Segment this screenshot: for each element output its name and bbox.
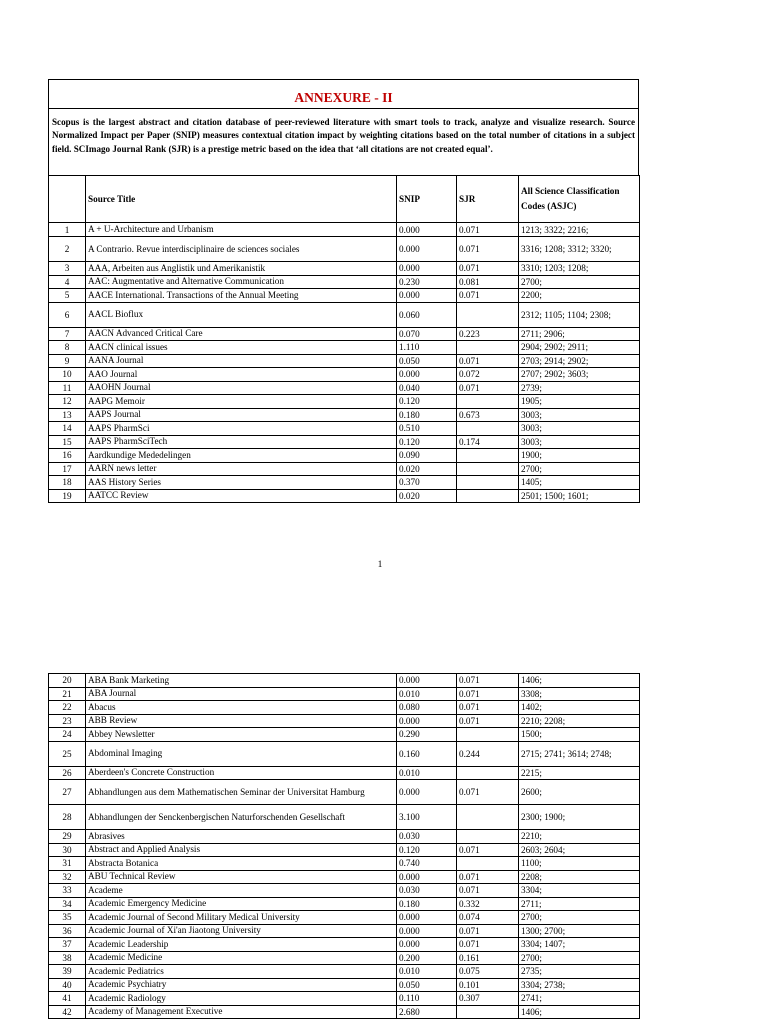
snip-value: 0.180: [397, 408, 457, 422]
snip-value: 0.290: [397, 728, 457, 742]
table-row: [49, 341, 640, 355]
snip-value: 0.050: [397, 978, 457, 992]
snip-value: 0.080: [397, 701, 457, 715]
table-row: [49, 489, 640, 503]
table-row: [49, 449, 640, 463]
table-row: [49, 911, 640, 925]
table-row: [49, 870, 640, 884]
source-title: AAO Journal: [86, 368, 397, 382]
asjc-codes: 2501; 1500; 1601;: [519, 489, 640, 503]
header-asjc: All Science Classification Codes (ASJC): [519, 176, 640, 223]
sjr-value: 0.071: [457, 289, 519, 303]
asjc-codes: 2711; 2906;: [519, 327, 640, 341]
sjr-value: [457, 476, 519, 490]
header-number-cell: [49, 176, 86, 223]
table-row: [49, 687, 640, 701]
table-row: [49, 476, 640, 490]
sjr-value: [457, 857, 519, 871]
snip-value: 0.370: [397, 476, 457, 490]
row-number: 6: [49, 302, 86, 327]
table-row: [49, 924, 640, 938]
source-title: ABA Journal: [86, 687, 397, 701]
table-row: [49, 262, 640, 276]
asjc-codes: 1406;: [519, 674, 640, 688]
asjc-codes: 1100;: [519, 857, 640, 871]
sjr-value: 0.081: [457, 275, 519, 289]
table-row: [49, 728, 640, 742]
row-number: 16: [49, 449, 86, 463]
asjc-codes: 2215;: [519, 766, 640, 780]
sjr-value: 0.332: [457, 897, 519, 911]
annexure-title: ANNEXURE - II: [294, 90, 393, 105]
asjc-codes: 2312; 1105; 1104; 2308;: [519, 302, 640, 327]
asjc-codes: 2300; 1900;: [519, 805, 640, 830]
sjr-value: 0.307: [457, 992, 519, 1006]
snip-value: 0.000: [397, 780, 457, 805]
snip-value: 0.020: [397, 489, 457, 503]
table-row: [49, 289, 640, 303]
source-title: Academic Journal of Xi'an Jiaotong University: [86, 924, 397, 938]
table-row: [49, 938, 640, 952]
source-title: Academy of Management Executive: [86, 1005, 397, 1019]
sjr-value: 0.174: [457, 435, 519, 449]
source-title: Academic Emergency Medicine: [86, 897, 397, 911]
annexure-header-box: [48, 79, 639, 176]
source-title: AACN clinical issues: [86, 341, 397, 355]
sjr-value: 0.075: [457, 965, 519, 979]
source-title: Abdominal Imaging: [86, 741, 397, 766]
asjc-codes: 3310; 1203; 1208;: [519, 262, 640, 276]
sjr-value: [457, 728, 519, 742]
snip-value: 0.030: [397, 884, 457, 898]
sjr-value: 0.071: [457, 674, 519, 688]
row-number: 21: [49, 687, 86, 701]
snip-value: 0.230: [397, 275, 457, 289]
intro-paragraph: Scopus is the largest abstract and citation database of peer-reviewed literature with smart tools to track, analyze and visualize research. Source Normalized Impact per Paper (SNIP) measures contextual citation impact by weighting citations based on the total number of citations in a subject field. SCImago Journal Rank (SJR) is a prestige metric based on the idea that ‘all citations are not created equal’.: [49, 108, 638, 177]
sjr-value: 0.071: [457, 237, 519, 262]
header-snip: SNIP: [397, 176, 457, 223]
snip-value: 0.000: [397, 368, 457, 382]
asjc-codes: 3308;: [519, 687, 640, 701]
asjc-codes: 2200;: [519, 289, 640, 303]
asjc-codes: 3304; 2738;: [519, 978, 640, 992]
table-row: [49, 237, 640, 262]
asjc-codes: 3003;: [519, 408, 640, 422]
source-title: AAA, Arbeiten aus Anglistik und Amerikanistik: [86, 262, 397, 276]
table-row: [49, 897, 640, 911]
row-number: 42: [49, 1005, 86, 1019]
asjc-codes: 1213; 3322; 2216;: [519, 223, 640, 237]
source-title: Aardkundige Mededelingen: [86, 449, 397, 463]
row-number: 32: [49, 870, 86, 884]
sjr-value: 0.071: [457, 223, 519, 237]
row-number: 24: [49, 728, 86, 742]
table-row: [49, 780, 640, 805]
table-row: [49, 843, 640, 857]
snip-value: 0.000: [397, 262, 457, 276]
snip-value: 0.120: [397, 395, 457, 409]
snip-value: 0.000: [397, 223, 457, 237]
sjr-value: 0.071: [457, 354, 519, 368]
row-number: 40: [49, 978, 86, 992]
asjc-codes: 1406;: [519, 1005, 640, 1019]
row-number: 10: [49, 368, 86, 382]
source-title: Academe: [86, 884, 397, 898]
asjc-codes: 1402;: [519, 701, 640, 715]
row-number: 41: [49, 992, 86, 1006]
asjc-codes: 2741;: [519, 992, 640, 1006]
source-title: Abstract and Applied Analysis: [86, 843, 397, 857]
sjr-value: 0.071: [457, 884, 519, 898]
source-title: Abhandlungen aus dem Mathematischen Seminar der Universitat Hamburg: [86, 780, 397, 805]
sjr-value: [457, 449, 519, 463]
source-title: Abstracta Botanica: [86, 857, 397, 871]
source-title: Abacus: [86, 701, 397, 715]
table-row: [49, 805, 640, 830]
sjr-value: 0.071: [457, 870, 519, 884]
page-number: 1: [377, 560, 383, 570]
table-row: [49, 766, 640, 780]
table-row: [49, 674, 640, 688]
row-number: 28: [49, 805, 86, 830]
sjr-value: 0.071: [457, 780, 519, 805]
snip-value: 0.000: [397, 289, 457, 303]
sjr-value: 0.101: [457, 978, 519, 992]
row-number: 20: [49, 674, 86, 688]
source-title: Aberdeen's Concrete Construction: [86, 766, 397, 780]
sjr-value: [457, 341, 519, 355]
source-title: Abhandlungen der Senckenbergischen Naturforschenden Gesellschaft: [86, 805, 397, 830]
row-number: 36: [49, 924, 86, 938]
table-row: [49, 354, 640, 368]
table-row: [49, 951, 640, 965]
source-title: AACL Bioflux: [86, 302, 397, 327]
sjr-value: 0.071: [457, 701, 519, 715]
row-number: 23: [49, 714, 86, 728]
source-title: AACE International. Transactions of the Annual Meeting: [86, 289, 397, 303]
row-number: 39: [49, 965, 86, 979]
sjr-value: 0.161: [457, 951, 519, 965]
snip-value: 0.000: [397, 237, 457, 262]
journal-table-page-2: [48, 673, 640, 1019]
snip-value: 3.100: [397, 805, 457, 830]
source-title: Academic Psychiatry: [86, 978, 397, 992]
row-number: 27: [49, 780, 86, 805]
asjc-codes: 3003;: [519, 422, 640, 436]
source-title: A Contrario. Revue interdisciplinaire de sciences sociales: [86, 237, 397, 262]
table-row: [49, 302, 640, 327]
row-number: 19: [49, 489, 86, 503]
row-number: 5: [49, 289, 86, 303]
asjc-codes: 2210; 2208;: [519, 714, 640, 728]
asjc-codes: 3304; 1407;: [519, 938, 640, 952]
snip-value: 1.110: [397, 341, 457, 355]
sjr-value: [457, 395, 519, 409]
row-number: 11: [49, 381, 86, 395]
snip-value: 0.120: [397, 435, 457, 449]
asjc-codes: 2600;: [519, 780, 640, 805]
asjc-codes: 3003;: [519, 435, 640, 449]
asjc-codes: 2735;: [519, 965, 640, 979]
source-title: ABU Technical Review: [86, 870, 397, 884]
row-number: 30: [49, 843, 86, 857]
sjr-value: 0.244: [457, 741, 519, 766]
sjr-value: 0.673: [457, 408, 519, 422]
sjr-value: [457, 1005, 519, 1019]
row-number: 4: [49, 275, 86, 289]
table-row: [49, 1005, 640, 1019]
asjc-codes: 2700;: [519, 462, 640, 476]
sjr-value: 0.072: [457, 368, 519, 382]
row-number: 26: [49, 766, 86, 780]
snip-value: 0.160: [397, 741, 457, 766]
asjc-codes: 2700;: [519, 275, 640, 289]
snip-value: 0.120: [397, 843, 457, 857]
source-title: Academic Journal of Second Military Medical University: [86, 911, 397, 925]
row-number: 34: [49, 897, 86, 911]
row-number: 3: [49, 262, 86, 276]
snip-value: 0.060: [397, 302, 457, 327]
asjc-codes: 1900;: [519, 449, 640, 463]
table-row: [49, 223, 640, 237]
source-title: A + U-Architecture and Urbanism: [86, 223, 397, 237]
asjc-codes: 1300; 2700;: [519, 924, 640, 938]
asjc-codes: 2739;: [519, 381, 640, 395]
asjc-codes: 2603; 2604;: [519, 843, 640, 857]
journal-table-page-1: [48, 175, 640, 503]
row-number: 22: [49, 701, 86, 715]
sjr-value: 0.071: [457, 714, 519, 728]
snip-value: 0.020: [397, 462, 457, 476]
table-row: [49, 395, 640, 409]
sjr-value: [457, 766, 519, 780]
row-number: 35: [49, 911, 86, 925]
snip-value: 0.000: [397, 870, 457, 884]
snip-value: 0.000: [397, 938, 457, 952]
source-title: Academic Pediatrics: [86, 965, 397, 979]
snip-value: 0.070: [397, 327, 457, 341]
table-row: [49, 741, 640, 766]
snip-value: 0.030: [397, 830, 457, 844]
snip-value: 0.110: [397, 992, 457, 1006]
source-title: Academic Leadership: [86, 938, 397, 952]
table-row: [49, 857, 640, 871]
asjc-codes: 2700;: [519, 951, 640, 965]
row-number: 9: [49, 354, 86, 368]
sjr-value: [457, 422, 519, 436]
snip-value: 0.040: [397, 381, 457, 395]
sjr-value: [457, 302, 519, 327]
table-row: [49, 701, 640, 715]
table-row: [49, 830, 640, 844]
source-title: AAC: Augmentative and Alternative Communication: [86, 275, 397, 289]
source-title: AAS History Series: [86, 476, 397, 490]
asjc-codes: 1500;: [519, 728, 640, 742]
snip-value: 0.740: [397, 857, 457, 871]
source-title: Academic Medicine: [86, 951, 397, 965]
sjr-value: 0.071: [457, 843, 519, 857]
asjc-codes: 2700;: [519, 911, 640, 925]
table-row: [49, 965, 640, 979]
sjr-value: [457, 489, 519, 503]
row-number: 7: [49, 327, 86, 341]
table-row: [49, 422, 640, 436]
table-row: [49, 992, 640, 1006]
row-number: 18: [49, 476, 86, 490]
row-number: 33: [49, 884, 86, 898]
snip-value: 0.180: [397, 897, 457, 911]
table-header-row: [49, 176, 640, 223]
source-title: ABB Review: [86, 714, 397, 728]
row-number: 13: [49, 408, 86, 422]
source-title: AAPS PharmSciTech: [86, 435, 397, 449]
asjc-codes: 2711;: [519, 897, 640, 911]
sjr-value: 0.071: [457, 924, 519, 938]
source-title: AATCC Review: [86, 489, 397, 503]
row-number: 2: [49, 237, 86, 262]
row-number: 1: [49, 223, 86, 237]
row-number: 17: [49, 462, 86, 476]
source-title: AARN news letter: [86, 462, 397, 476]
table-row: [49, 978, 640, 992]
table-row: [49, 435, 640, 449]
snip-value: 0.000: [397, 714, 457, 728]
snip-value: 0.510: [397, 422, 457, 436]
table-row: [49, 714, 640, 728]
row-number: 12: [49, 395, 86, 409]
asjc-codes: 2715; 2741; 3614; 2748;: [519, 741, 640, 766]
source-title: AAOHN Journal: [86, 381, 397, 395]
snip-value: 0.090: [397, 449, 457, 463]
sjr-value: 0.071: [457, 687, 519, 701]
source-title: AACN Advanced Critical Care: [86, 327, 397, 341]
row-number: 29: [49, 830, 86, 844]
asjc-codes: 3304;: [519, 884, 640, 898]
source-title: Abrasives: [86, 830, 397, 844]
snip-value: 0.000: [397, 911, 457, 925]
row-number: 38: [49, 951, 86, 965]
table-row: [49, 884, 640, 898]
sjr-value: [457, 462, 519, 476]
sjr-value: 0.223: [457, 327, 519, 341]
source-title: ABA Bank Marketing: [86, 674, 397, 688]
row-number: 14: [49, 422, 86, 436]
snip-value: 0.200: [397, 951, 457, 965]
asjc-codes: 3316; 1208; 3312; 3320;: [519, 237, 640, 262]
table-row: [49, 462, 640, 476]
header-sjr: SJR: [457, 176, 519, 223]
sjr-value: 0.071: [457, 938, 519, 952]
sjr-value: [457, 805, 519, 830]
sjr-value: 0.071: [457, 381, 519, 395]
asjc-codes: 2707; 2902; 3603;: [519, 368, 640, 382]
asjc-codes: 2703; 2914; 2902;: [519, 354, 640, 368]
snip-value: 0.050: [397, 354, 457, 368]
snip-value: 0.000: [397, 924, 457, 938]
row-number: 37: [49, 938, 86, 952]
table-row: [49, 368, 640, 382]
source-title: AANA Journal: [86, 354, 397, 368]
snip-value: 0.010: [397, 687, 457, 701]
asjc-codes: 1405;: [519, 476, 640, 490]
sjr-value: 0.071: [457, 262, 519, 276]
asjc-codes: 2904; 2902; 2911;: [519, 341, 640, 355]
row-number: 15: [49, 435, 86, 449]
sjr-value: [457, 830, 519, 844]
snip-value: 2.680: [397, 1005, 457, 1019]
table-row: [49, 327, 640, 341]
sjr-value: 0.074: [457, 911, 519, 925]
source-title: AAPS Journal: [86, 408, 397, 422]
table-row: [49, 408, 640, 422]
table-row: [49, 381, 640, 395]
row-number: 25: [49, 741, 86, 766]
asjc-codes: 2210;: [519, 830, 640, 844]
snip-value: 0.010: [397, 965, 457, 979]
source-title: Academic Radiology: [86, 992, 397, 1006]
row-number: 31: [49, 857, 86, 871]
snip-value: 0.000: [397, 674, 457, 688]
source-title: Abbey Newsletter: [86, 728, 397, 742]
header-source-title: Source Title: [86, 176, 397, 223]
snip-value: 0.010: [397, 766, 457, 780]
row-number: 8: [49, 341, 86, 355]
source-title: AAPG Memoir: [86, 395, 397, 409]
asjc-codes: 1905;: [519, 395, 640, 409]
asjc-codes: 2208;: [519, 870, 640, 884]
source-title: AAPS PharmSci: [86, 422, 397, 436]
table-row: [49, 275, 640, 289]
